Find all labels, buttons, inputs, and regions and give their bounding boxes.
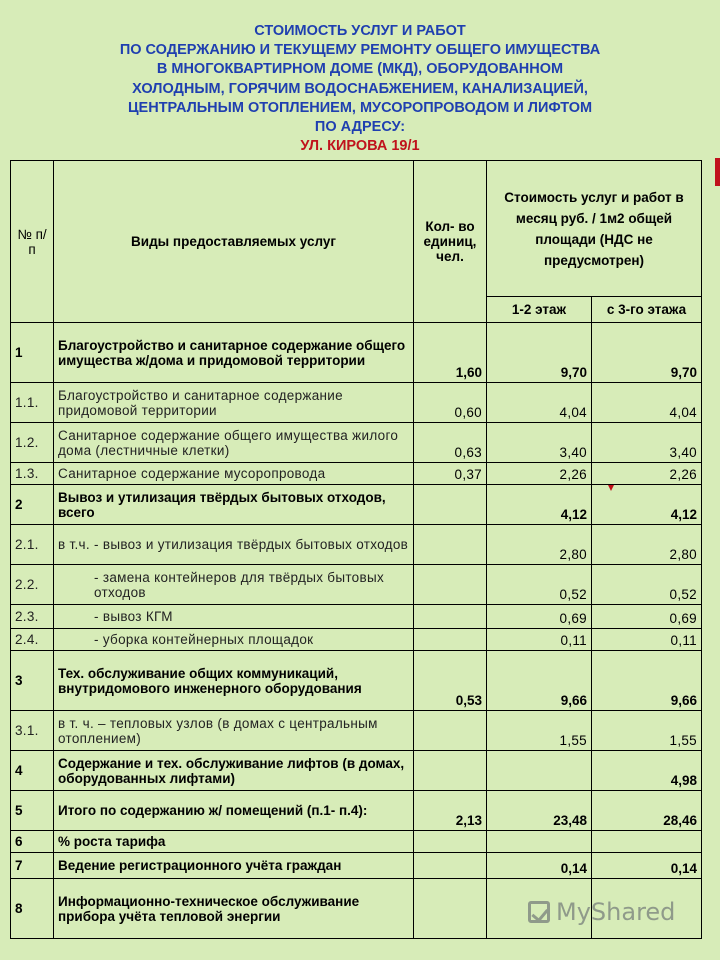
qty-value: 0,37 <box>414 463 487 485</box>
qty-value <box>414 853 487 879</box>
floor12-cost: 3,40 <box>487 423 592 463</box>
service-name: - вывоз КГМ <box>54 605 414 629</box>
row-number: 2.4. <box>11 629 54 651</box>
floor12-cost: 9,66 <box>487 651 592 711</box>
row-number: 2.1. <box>11 525 54 565</box>
floor3-cost: 0,14 <box>592 853 702 879</box>
watermark <box>528 898 675 926</box>
header-cost: Стоимость услуг и работ в месяц руб. / 1м2 общей площади (НДС не предусмотрен) <box>487 161 702 297</box>
qty-value: 0,63 <box>414 423 487 463</box>
title-line: ПО СОДЕРЖАНИЮ И ТЕКУЩЕМУ РЕМОНТУ ОБЩЕГО ИМУЩЕСТВА <box>119 42 601 59</box>
table-row <box>11 383 702 423</box>
floor12-cost <box>487 831 592 853</box>
floor3-cost: 3,40 <box>592 423 702 463</box>
table-row <box>11 323 702 383</box>
floor3-cost: 2,80 <box>592 525 702 565</box>
table-row <box>11 651 702 711</box>
floor3-cost: 4,98 <box>592 751 702 791</box>
table-row <box>11 629 702 651</box>
qty-value <box>414 629 487 651</box>
floor12-cost <box>487 751 592 791</box>
table-row <box>11 791 702 831</box>
qty-value <box>414 751 487 791</box>
table-row <box>11 605 702 629</box>
service-name: Информационно-техническое обслуживание прибора учёта тепловой энергии <box>54 879 414 939</box>
header-service: Виды предоставляемых услуг <box>54 161 414 323</box>
red-edge-marker <box>715 158 720 186</box>
row-number: 1.3. <box>11 463 54 485</box>
row-number: 5 <box>11 791 54 831</box>
row-number: 1.2. <box>11 423 54 463</box>
floor12-cost: 4,04 <box>487 383 592 423</box>
table-row <box>11 853 702 879</box>
header-no: № п/п <box>11 161 54 323</box>
floor12-cost: 2,80 <box>487 525 592 565</box>
row-number: 2.2. <box>11 565 54 605</box>
row-number: 3 <box>11 651 54 711</box>
floor12-cost: 0,69 <box>487 605 592 629</box>
floor12-cost: 0,14 <box>487 853 592 879</box>
service-name: Ведение регистрационного учёта граждан <box>54 853 414 879</box>
service-name: Благоустройство и санитарное содержание общего имущества ж/дома и придомовой территории <box>54 323 414 383</box>
floor12-cost: 23,48 <box>487 791 592 831</box>
table-row <box>11 831 702 853</box>
table-row <box>11 711 702 751</box>
watermark-logo-icon <box>528 901 550 923</box>
service-name: Содержание и тех. обслуживание лифтов (в домах, оборудованных лифтами) <box>54 751 414 791</box>
service-name: % роста тарифа <box>54 831 414 853</box>
qty-value <box>414 565 487 605</box>
header-qty: Кол- во единиц, чел. <box>414 161 487 323</box>
table-row <box>11 423 702 463</box>
title-line: ХОЛОДНЫМ, ГОРЯЧИМ ВОДОСНАБЖЕНИЕМ, КАНАЛИЗАЦИЕЙ, <box>132 80 588 97</box>
service-name: Вывоз и утилизация твёрдых бытовых отходов, всего <box>54 485 414 525</box>
header-floor3: с 3-го этажа <box>592 297 702 323</box>
qty-value: 1,60 <box>414 323 487 383</box>
qty-value: 0,60 <box>414 383 487 423</box>
header-floor12: 1-2 этаж <box>487 297 592 323</box>
row-number: 1 <box>11 323 54 383</box>
row-number: 7 <box>11 853 54 879</box>
floor12-cost: 1,55 <box>487 711 592 751</box>
service-name: Санитарное содержание общего имущества жилого дома (лестничные клетки) <box>54 423 414 463</box>
row-number: 4 <box>11 751 54 791</box>
qty-value <box>414 525 487 565</box>
floor3-cost: 9,66 <box>592 651 702 711</box>
table-row <box>11 485 702 525</box>
table-row <box>11 463 702 485</box>
table-row <box>11 525 702 565</box>
floor12-cost: 0,52 <box>487 565 592 605</box>
row-number: 3.1. <box>11 711 54 751</box>
floor3-cost: 4,12 <box>592 485 702 525</box>
table-row <box>11 565 702 605</box>
service-name: Благоустройство и санитарное содержание придомовой территории <box>54 383 414 423</box>
floor3-cost: 0,69 <box>592 605 702 629</box>
service-name: Тех. обслуживание общих коммуникаций, внутридомового инженерного оборудования <box>54 651 414 711</box>
row-number: 6 <box>11 831 54 853</box>
qty-value: 2,13 <box>414 791 487 831</box>
qty-value <box>414 711 487 751</box>
qty-value: 0,53 <box>414 651 487 711</box>
floor3-cost: 1,55 <box>592 711 702 751</box>
title-line: ПО АДРЕСУ: <box>314 119 406 136</box>
floor3-cost: 9,70 <box>592 323 702 383</box>
row-number: 2.3. <box>11 605 54 629</box>
service-name: в т.ч. - вывоз и утилизация твёрдых бытовых отходов <box>54 525 414 565</box>
floor3-cost: 28,46 <box>592 791 702 831</box>
floor12-cost: 4,12 <box>487 485 592 525</box>
document-title <box>0 22 720 156</box>
title-line: СТОИМОСТЬ УСЛУГ И РАБОТ <box>254 23 466 39</box>
row-number: 1.1. <box>11 383 54 423</box>
qty-value <box>414 605 487 629</box>
qty-value <box>414 831 487 853</box>
service-name: - уборка контейнерных площадок <box>54 629 414 651</box>
floor3-cost: 0,11 <box>592 629 702 651</box>
floor3-cost: 4,04 <box>592 383 702 423</box>
red-mark <box>608 485 614 491</box>
floor12-cost: 2,26 <box>487 463 592 485</box>
service-name: Санитарное содержание мусоропровода <box>54 463 414 485</box>
row-number: 8 <box>11 879 54 939</box>
tariff-table <box>10 160 702 939</box>
table-row <box>11 751 702 791</box>
floor3-cost: 0,52 <box>592 565 702 605</box>
qty-value <box>414 485 487 525</box>
floor3-cost <box>592 831 702 853</box>
floor3-cost: 2,26 <box>592 463 702 485</box>
title-line: ЦЕНТРАЛЬНЫМ ОТОПЛЕНИЕМ, МУСОРОПРОВОДОМ И ЛИФТОМ <box>127 99 593 116</box>
floor12-cost: 0,11 <box>487 629 592 651</box>
title-line: В МНОГОКВАРТИРНОМ ДОМЕ (МКД), ОБОРУДОВАННОМ <box>156 61 564 78</box>
qty-value <box>414 879 487 939</box>
watermark-text: MyShared <box>556 898 676 926</box>
service-name: в т. ч. – тепловых узлов (в домах с центральным отоплением) <box>54 711 414 751</box>
row-number: 2 <box>11 485 54 525</box>
service-name: Итого по содержанию ж/ помещений (п.1- п.4): <box>54 791 414 831</box>
service-name: - замена контейнеров для твёрдых бытовых отходов <box>54 565 414 605</box>
address: УЛ. КИРОВА 19/1 <box>300 138 420 155</box>
floor12-cost: 9,70 <box>487 323 592 383</box>
